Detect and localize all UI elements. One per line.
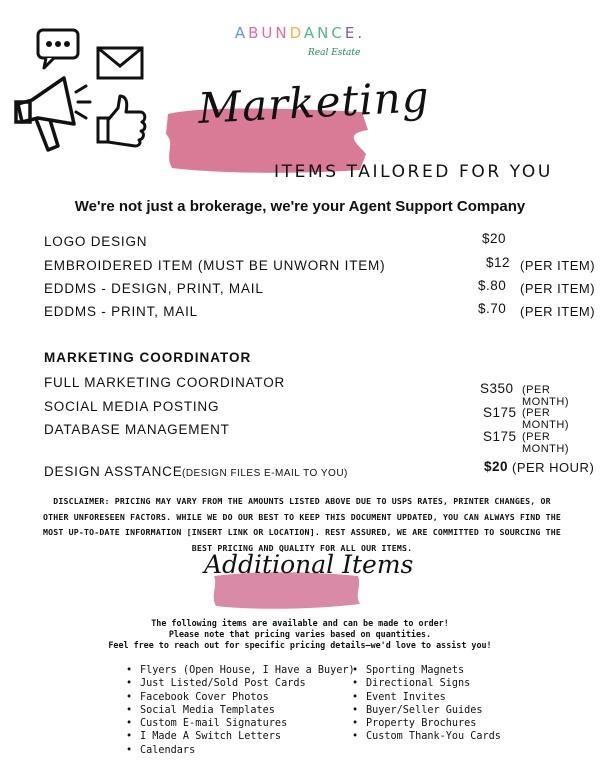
service-unit: (PER ITEM) xyxy=(520,258,596,273)
additional-intro xyxy=(0,618,600,651)
list-item: • Event Invites xyxy=(352,691,501,704)
coordinator-label: SOCIAL MEDIA POSTING xyxy=(44,399,220,414)
coordinator-heading: MARKETING COORDINATOR xyxy=(44,350,252,365)
service-label: EDDMS - DESIGN, PRINT, MAIL xyxy=(44,281,264,296)
additional-items-list-right xyxy=(352,664,501,744)
service-label: EMBROIDERED ITEM (MUST BE UNWORN ITEM) xyxy=(44,258,386,273)
megaphone-icon xyxy=(16,78,90,150)
additional-items-list-left xyxy=(126,664,355,757)
logo-letter: BUN xyxy=(248,24,290,42)
list-item: • Flyers (Open House, I Have a Buyer) xyxy=(126,664,355,677)
coordinator-price: S175 xyxy=(483,405,517,420)
additional-items-title: Additional Items xyxy=(204,550,414,579)
service-label: LOGO DESIGN xyxy=(44,234,148,249)
intro-line: The following items are available and can be made to order! xyxy=(151,618,449,628)
banner-subtitle: ITEMS TAILORED FOR YOU xyxy=(274,162,553,182)
logo-letter: A xyxy=(234,24,249,42)
marketing-icons xyxy=(14,26,154,156)
thumbs-up-icon xyxy=(98,96,145,146)
list-item: • I Made A Switch Letters xyxy=(126,730,355,743)
coordinator-unit: (PER MONTH) xyxy=(522,407,569,431)
marketing-script-title: Marketing xyxy=(196,71,431,134)
list-item: • Property Brochures xyxy=(352,717,501,730)
service-unit: (PER ITEM) xyxy=(520,281,596,296)
list-item: • Directional Signs xyxy=(352,677,501,690)
coordinator-price: S350 xyxy=(480,381,514,396)
design-note: (DESIGN FILES E-MAIL TO YOU) xyxy=(182,468,348,479)
design-price: $20 xyxy=(484,459,509,474)
list-item: • Sporting Magnets xyxy=(352,664,501,677)
service-unit: (PER ITEM) xyxy=(520,304,596,319)
intro-line: Please note that pricing varies based on quantities. xyxy=(168,629,432,639)
coordinator-price: S175 xyxy=(483,429,517,444)
intro-line: Feel free to reach out for specific pricing details—we'd love to assist you! xyxy=(108,640,492,650)
design-unit: (PER HOUR) xyxy=(512,460,595,475)
tagline: We're not just a brokerage, we're your Agent Support Company xyxy=(74,198,526,215)
brand-logo xyxy=(0,24,600,42)
list-item: • Buyer/Seller Guides xyxy=(352,704,501,717)
brand-subtitle: Real Estate xyxy=(308,48,361,58)
list-item: • Just Listed/Sold Post Cards xyxy=(126,677,355,690)
logo-letter: E. xyxy=(344,24,366,42)
service-label: EDDMS - PRINT, MAIL xyxy=(44,304,198,319)
list-item: • Social Media Templates xyxy=(126,704,355,717)
service-price: $20 xyxy=(482,231,507,246)
service-price: $.70 xyxy=(478,301,507,316)
logo-letter: D xyxy=(289,24,304,42)
service-price: $12 xyxy=(486,255,511,270)
coordinator-unit: (PER MONTH) xyxy=(522,431,569,455)
coordinator-unit: (PER MONTH) xyxy=(522,384,569,408)
service-price: $.80 xyxy=(478,278,507,293)
design-label: DESIGN ASSTANCE xyxy=(44,464,183,479)
coordinator-label: DATABASE MANAGEMENT xyxy=(44,422,230,437)
list-item: • Calendars xyxy=(126,744,355,757)
list-item: • Custom Thank-You Cards xyxy=(352,730,501,743)
list-item: • Facebook Cover Photos xyxy=(126,691,355,704)
brand-wordmark xyxy=(0,24,600,42)
disclaimer-text: DISCLAIMER: PRICING MAY VARY FROM THE AMOUNTS LISTED ABOVE DUE TO USPS RATES, PRINTER CHANGES, OR OTHER UNFORESEEN FACTORS. WHILE WE DO OUR BEST TO KEEP THIS DOCUMENT UPDATED, YOU CAN ALWAYS FIND THE MOST UP-TO-DATE INFORMATION [INSERT LINK OR LOCATION]. REST ASSURED, WE ARE COMMITTED TO SOURCING THE BEST PRICING AND QUALITY FOR ALL OUR ITEMS. xyxy=(42,496,562,553)
coordinator-label: FULL MARKETING COORDINATOR xyxy=(44,375,286,390)
logo-letter: ANC xyxy=(303,24,345,42)
envelope-icon xyxy=(98,48,142,78)
list-item: • Custom E-mail Signatures xyxy=(126,717,355,730)
